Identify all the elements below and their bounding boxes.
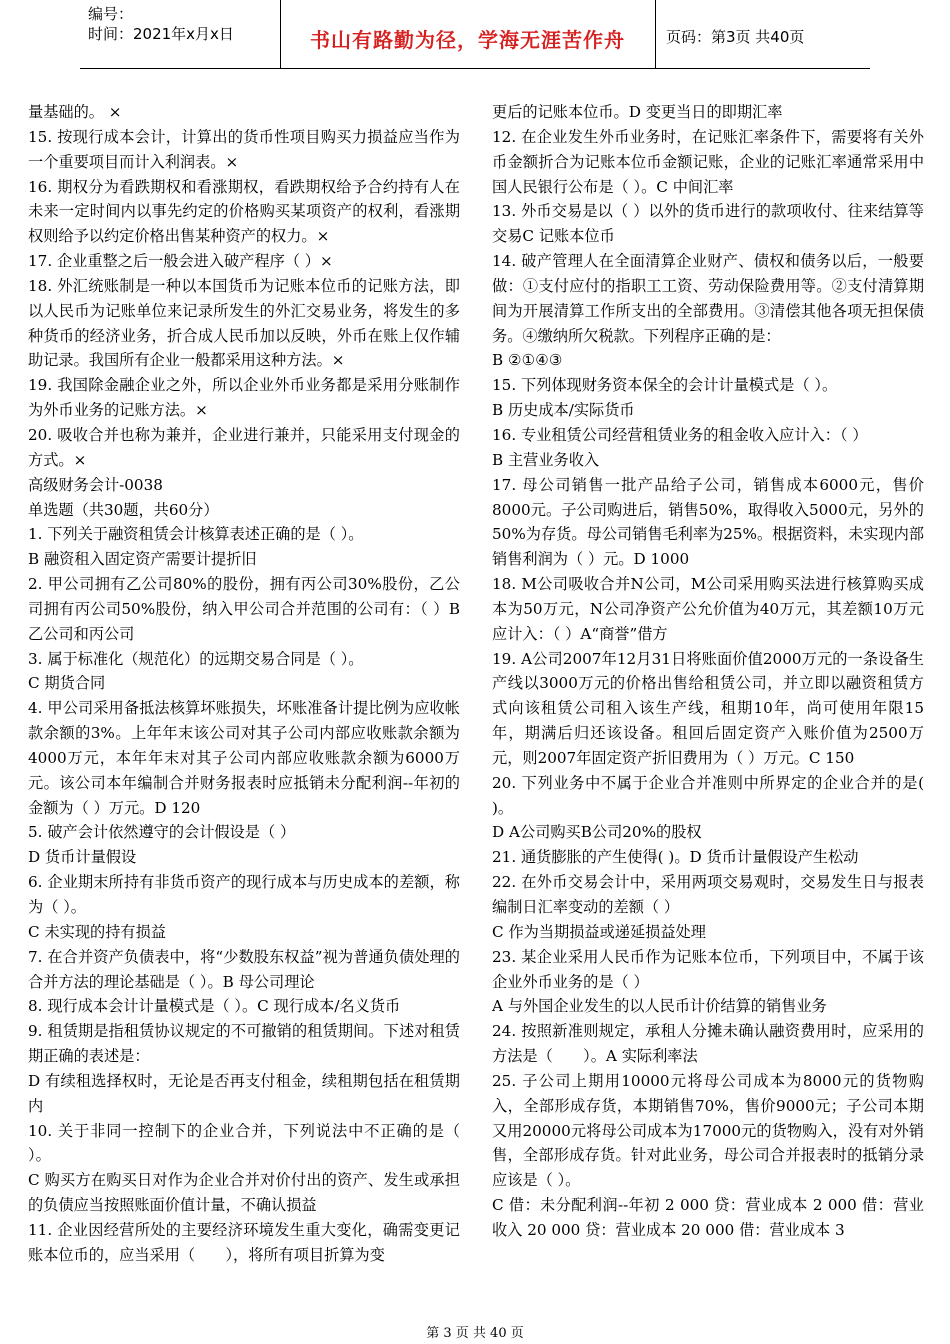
text-line: 11. 企业因经营所处的主要经济环境发生重大变化，确需变更记账本位币的，应当采用（ ），将所有项目折算为变	[28, 1220, 460, 1264]
text-line: B ②①④③	[492, 351, 563, 370]
page-footer: 第 3 页 共 40 页	[426, 1326, 524, 1341]
text-line: 13. 外币交易是以（ ）以外的货币进行的款项收付、往来结算等交易C 记账本位币	[492, 202, 924, 246]
text-line: C 借：未分配利润--年初 2 000 贷：营业成本 2 000 借：营业收入 20 000 贷：营业成本 20 000 借：营业成本 3	[492, 1196, 924, 1239]
text-line: D A公司购买B公司20%的股权	[492, 823, 702, 842]
text-line: 12. 在企业发生外币业务时，在记账汇率条件下，需要将有关外币金额折合为记账本位币金额记账，企业的记账汇率通常采用中国人民银行公布是（ ）。C 中间汇率	[492, 127, 924, 196]
text-line: 18. 外汇统账制是一种以本国货币为记账本位币的记账方法，即以人民币为记账单位来记录所发生的外汇交易业务，将发生的多种货币的经济业务，折合成人民币加以反映，外币在账上仅作辅助记录。我国所有企业一般都采用这种方法。×	[28, 276, 460, 370]
header-page-number: 页码：第3页 共40页	[666, 28, 805, 46]
text-line: C 作为当期损益或递延损益处理	[492, 922, 706, 941]
text-line: C 购买方在购买日对作为企业合并对价付出的资产、发生或承担的负债应当按照账面价值计量，不确认损益	[28, 1171, 460, 1215]
text-line: 9. 租赁期是指租赁协议规定的不可撤销的租赁期间。下述对租赁期正确的表述是：	[28, 1022, 460, 1066]
text-line: B 历史成本/实际货币	[492, 401, 635, 420]
page-header	[80, 0, 870, 69]
text-line: 1. 下列关于融资租赁会计核算表述正确的是（ ）。	[28, 525, 364, 544]
text-line: 19. A公司2007年12月31日将账面价值2000万元的一条设备生产线以3000万元的价格出售给租赁公司，并立即以融资租赁方式向该租赁公司租入该生产线，租期10年，尚可使用年限15年，期满后归还该设备。租回后固定资产入账价值为2500万元，则2007年固定资产折旧费用为（ ）万元。C 150	[492, 649, 924, 767]
text-line: 15. 按现行成本会计，计算出的货币性项目购买力损益应当作为一个重要项目而计入利润表。×	[28, 127, 460, 171]
text-line: 16. 专业租赁公司经营租赁业务的租金收入应计入：（ ）	[492, 425, 868, 444]
text-line: D 货币计量假设	[28, 848, 137, 867]
header-motto: 书山有路勤为径，学海无涯苦作舟	[310, 28, 625, 52]
text-line: 4. 甲公司采用备抵法核算坏账损失，坏账准备计提比例为应收帐款余额的3%。上年年末该公司对其子公司内部应收账款余额为4000万元，本年年末对其子公司内部应收账款余额为6000万元。该公司本年编制合并财务报表时应抵销未分配利润--年初的金额为（ ）万元。D 120	[28, 699, 460, 817]
text-line: 量基础的。 ×	[28, 103, 122, 121]
text-line: 更后的记账本位币。D 变更当日的即期汇率	[492, 103, 783, 121]
number-label: 编号：	[88, 5, 134, 23]
text-line: C 期货合同	[28, 674, 106, 693]
text-line: 10. 关于非同一控制下的企业合并，下列说法中不正确的是（ ）。	[28, 1121, 460, 1165]
text-line: 18. M公司吸收合并N公司，M公司采用购买法进行核算购买成本为50万元，N公司净资产公允价值为40万元，其差额10万元应计入：（ ）A“商誉”借方	[492, 575, 924, 643]
text-line: 20. 吸收合并也称为兼并，企业进行兼并，只能采用支付现金的方式。×	[28, 425, 460, 469]
header-divider	[655, 0, 656, 68]
text-line: 23. 某企业采用人民币作为记账本位币，下列项目中，不属于该企业外币业务的是（ ）	[492, 947, 924, 991]
text-line: 14. 破产管理人在全面清算企业财产、债权和债务以后，一般要做：①支付应付的指职工工资、劳动保险费用等。②支付清算期间为开展清算工作所支出的全部费用。③清偿其他各项无担保债务。④缴纳所欠税款。下列程序正确的是：	[492, 252, 924, 345]
text-line: 19. 我国除金融企业之外，所以企业外币业务都是采用分账制作为外币业务的记账方法。×	[28, 376, 460, 420]
text-line: 6. 企业期末所持有非货币资产的现行成本与历史成本的差额，称为（ ）。	[28, 873, 460, 916]
text-line: 20. 下列业务中不属于企业合并准则中所界定的企业合并的是( )。	[492, 773, 924, 817]
text-line: 15. 下列体现财务资本保全的会计计量模式是（ ）。	[492, 376, 838, 395]
section-subtitle: 单选题（共30题，共60分）	[28, 500, 219, 519]
header-meta	[88, 4, 278, 44]
text-line: 16. 期权分为看跌期权和看涨期权，看跌期权给予合约持有人在未来一定时间内以事先约定的价格购买某项资产的权利，看涨期权则给予以约定价格出售某种资产的权力。×	[28, 177, 460, 246]
text-line: 21. 通货膨胀的产生使得( )。D 货币计量假设产生松动	[492, 848, 859, 867]
text-line: 24. 按照新准则规定，承租人分摊未确认融资费用时，应采用的方法是（ ）。A 实际利率法	[492, 1022, 924, 1066]
time-label: 时间：2021年x月x日	[88, 25, 234, 43]
text-line: 8. 现行成本会计计量模式是（ ）。C 现行成本/名义货币	[28, 997, 401, 1016]
right-column	[492, 100, 924, 1243]
text-line: B 融资租入固定资产需要计提折旧	[28, 550, 257, 569]
text-line: B 主营业务收入	[492, 450, 600, 469]
section-title: 高级财务会计-0038	[28, 475, 163, 494]
text-line: 25. 子公司上期用10000元将母公司成本为8000元的货物购入，全部形成存货，本期销售70%，售价9000元；子公司本期又用20000元将母公司成本为17000元的货物购入，没有对外销售，全部形成存货。针对此业务，母公司合并报表时的抵销分录应该是（ ）。	[492, 1071, 924, 1190]
text-line: 17. 母公司销售一批产品给子公司，销售成本6000元，售价8000元。子公司购进后，销售50%，取得收入5000元，另外的50%为存货。母公司销售毛利率为25%。根据资料，未实现内部销售利润为（ ）元。D 1000	[492, 475, 925, 569]
text-line: 7. 在合并资产负债表中，将“少数股东权益”视为普通负债处理的合并方法的理论基础是（ ）。B 母公司理论	[28, 947, 460, 991]
text-line: 2. 甲公司拥有乙公司80%的股份，拥有丙公司30%股份，乙公司拥有丙公司50%股份，纳入甲公司合并范围的公司有：（ ）B 乙公司和丙公司	[28, 575, 460, 643]
text-line: 3. 属于标准化（规范化）的远期交易合同是（ ）。	[28, 649, 364, 668]
text-line: D 有续租选择权时，无论是否再支付租金，续租期包括在租赁期内	[28, 1071, 460, 1115]
text-line: A 与外国企业发生的以人民币计价结算的销售业务	[492, 997, 827, 1016]
text-line: 17. 企业重整之后一般会进入破产程序（ ）×	[28, 252, 333, 271]
left-column	[28, 100, 460, 1268]
text-line: 22. 在外币交易会计中，采用两项交易观时，交易发生日与报表编制日汇率变动的差额（ ）	[492, 873, 924, 916]
text-line: C 未实现的持有损益	[28, 922, 166, 941]
text-line: 5. 破产会计依然遵守的会计假设是（ ）	[28, 823, 296, 842]
